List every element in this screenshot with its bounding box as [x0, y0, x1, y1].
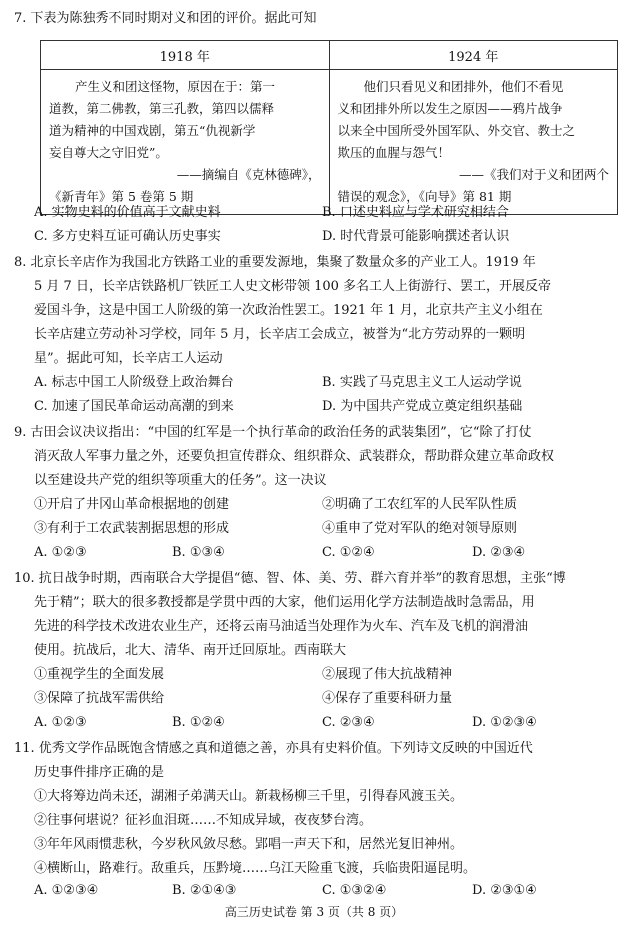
- q11-option-a: A. ①②③④: [34, 883, 99, 898]
- q7-source-table: [40, 40, 618, 215]
- q8-stem-line: 8. 北京长辛店作为我国北方铁路工业的重要发源地，集聚了数量众多的产业工人。1919 年: [14, 255, 536, 270]
- q9-item-2: ②明确了工农红军的人民军队性质: [322, 497, 518, 512]
- q10-option-b: B. ①②④: [172, 715, 225, 730]
- q9-stem-line: 以至建设共产党的组织等项重大的任务”。这一决议: [34, 473, 327, 488]
- q8-option-b: B. 实践了马克思主义工人运动学说: [322, 375, 522, 390]
- page-footer: 高三历史试卷 第 3 页（共 8 页）: [224, 905, 404, 919]
- q10-item-2: ②展现了伟大抗战精神: [322, 667, 453, 682]
- q8-option-d: D. 为中国共产党成立奠定组织基础: [322, 399, 523, 414]
- q11-item-2: ②往事何堪说？征衫血泪斑……不知成异域，夜夜梦台湾。: [34, 813, 373, 828]
- q9-item-3: ③有利于工农武装割据思想的形成: [34, 521, 230, 536]
- q7-option-b: B. 口述史料应与学术研究相结合: [322, 205, 509, 220]
- q9-option-b: B. ①③④: [172, 545, 225, 560]
- q10-stem-line: 先进的科学技术改进农业生产，还将云南马油适当处理作为火车、汽车及飞机的润滑油: [34, 619, 529, 634]
- q9-stem-line: 9. 古田会议决议指出：“中国的红军是一个执行革命的政治任务的武装集团”，它“除了打仗: [14, 425, 532, 440]
- q10-stem-line: 10. 抗日战争时期，西南联合大学提倡“德、智、体、美、劳、群六育并举”的教育思想，主张“博: [14, 571, 566, 586]
- q10-option-c: C. ②③④: [322, 715, 375, 730]
- q7-cell2-source: ——《我们对于义和团两个: [458, 167, 609, 182]
- q11-stem-line: 11. 优秀文学作品既饱含情感之真和道德之善，亦具有史料价值。下列诗文反映的中国近代: [14, 741, 533, 756]
- q10-option-d: D. ①②③④: [472, 715, 537, 730]
- q7-table-cell-1918: [41, 70, 330, 215]
- q7-cell1-line: 妄自尊大之守旧党”。: [49, 145, 168, 160]
- q7-cell1-source: ——摘编自《克林德碑》，: [176, 167, 321, 182]
- q10-stem-line: 先于精”；联大的很多教授都是学贯中西的大家，他们运用化学方法制造战时急需品，用: [34, 595, 535, 610]
- q7-cell2-line: 他们只看见义和团排外，他们不看见: [363, 79, 564, 94]
- q11-item-4: ④横断山，路难行。敌重兵，压黔境……乌江天险重飞渡，兵临贵阳逼昆明。: [34, 861, 477, 876]
- q7-stem: 7. 下表为陈独秀不同时期对义和团的评价。据此可知: [14, 11, 317, 26]
- q9-stem-line: 消灭敌人军事力量之外，还要负担宣传群众、组织群众、武装群众，帮助群众建立革命政权: [34, 449, 555, 464]
- q8-stem-line: 爱国斗争，这是中国工人阶级的第一次政治性罢工。1921 年 1 月，北京共产主义小组在: [34, 303, 543, 318]
- q9-option-a: A. ①②③: [34, 545, 87, 560]
- q8-option-a: A. 标志中国工人阶级登上政治舞台: [34, 375, 234, 390]
- q7-cell2-line: 欺压的血腥与怨气！: [337, 145, 451, 160]
- q11-option-b: B. ②①④③: [172, 883, 237, 898]
- q11-item-1: ①大将筹边尚未还，湖湘子弟满天山。新栽杨柳三千里，引得春风渡玉关。: [34, 789, 464, 804]
- q7-cell2-source: 错误的观念》，《向导》第 81 期: [337, 189, 512, 204]
- q7-option-a: A. 实物史料的价值高于文献史料: [34, 205, 221, 220]
- q8-stem-line: 星”。据此可知，长辛店工人运动: [34, 351, 223, 366]
- q7-cell1-line: 道教，第二佛教，第三孔教，第四以儒释: [49, 101, 275, 116]
- q10-stem-line: 使用。抗战后，北大、清华、南开迁回原址。西南联大: [34, 643, 347, 658]
- q9-item-1: ①开启了井冈山革命根据地的创建: [34, 497, 230, 512]
- q10-item-3: ③保障了抗战军需供给: [34, 691, 165, 706]
- q8-option-c: C. 加速了国民革命运动高潮的到来: [34, 399, 234, 414]
- q11-item-3: ③年年风雨惯悲秋，今岁秋风敛尽愁。郢唱一声天下和，居然光复旧神州。: [34, 837, 464, 852]
- q7-cell1-line: 产生义和团这怪物，原因在于：第一: [75, 79, 276, 94]
- q7-table-header-1924: 1924 年: [329, 41, 618, 70]
- q7-cell1-source: 《新青年》第 5 卷第 5 期: [49, 189, 194, 204]
- q7-option-d: D. 时代背景可能影响撰述者认识: [322, 229, 510, 244]
- q9-option-c: C. ①②④: [322, 545, 375, 560]
- q7-cell1-line: 道为精神的中国戏剧，第五“仇视新学: [49, 123, 256, 138]
- q7-table-cell-1924: [329, 70, 618, 215]
- q11-option-c: C. ①③②④: [322, 883, 387, 898]
- q7-cell2-line: 义和团排外所以发生之原因——鸦片战争: [337, 101, 563, 116]
- q8-stem-line: 5 月 7 日，长辛店铁路机厂铁匠工人史文彬带领 100 多名工人上街游行、罢工，开展反帝: [34, 279, 552, 294]
- q11-option-d: D. ②③①④: [472, 883, 537, 898]
- q10-item-1: ①重视学生的全面发展: [34, 667, 165, 682]
- q7-cell2-line: 以来全中国所受外国军队、外交官、教士之: [337, 123, 576, 138]
- q9-item-4: ④重申了党对军队的绝对领导原则: [322, 521, 518, 536]
- q10-option-a: A. ①②③: [34, 715, 87, 730]
- q8-stem-line: 长辛店建立劳动补习学校，同年 5 月，长辛店工会成立，被誉为“北方劳动界的一颗明: [34, 327, 526, 342]
- q7-option-c: C. 多方史料互证可确认历史事实: [34, 229, 221, 244]
- q9-option-d: D. ②③④: [472, 545, 526, 560]
- q7-table-header-1918: 1918 年: [41, 41, 330, 70]
- q11-stem-line: 历史事件排序正确的是: [34, 765, 165, 780]
- q10-item-4: ④保存了重要科研力量: [322, 691, 453, 706]
